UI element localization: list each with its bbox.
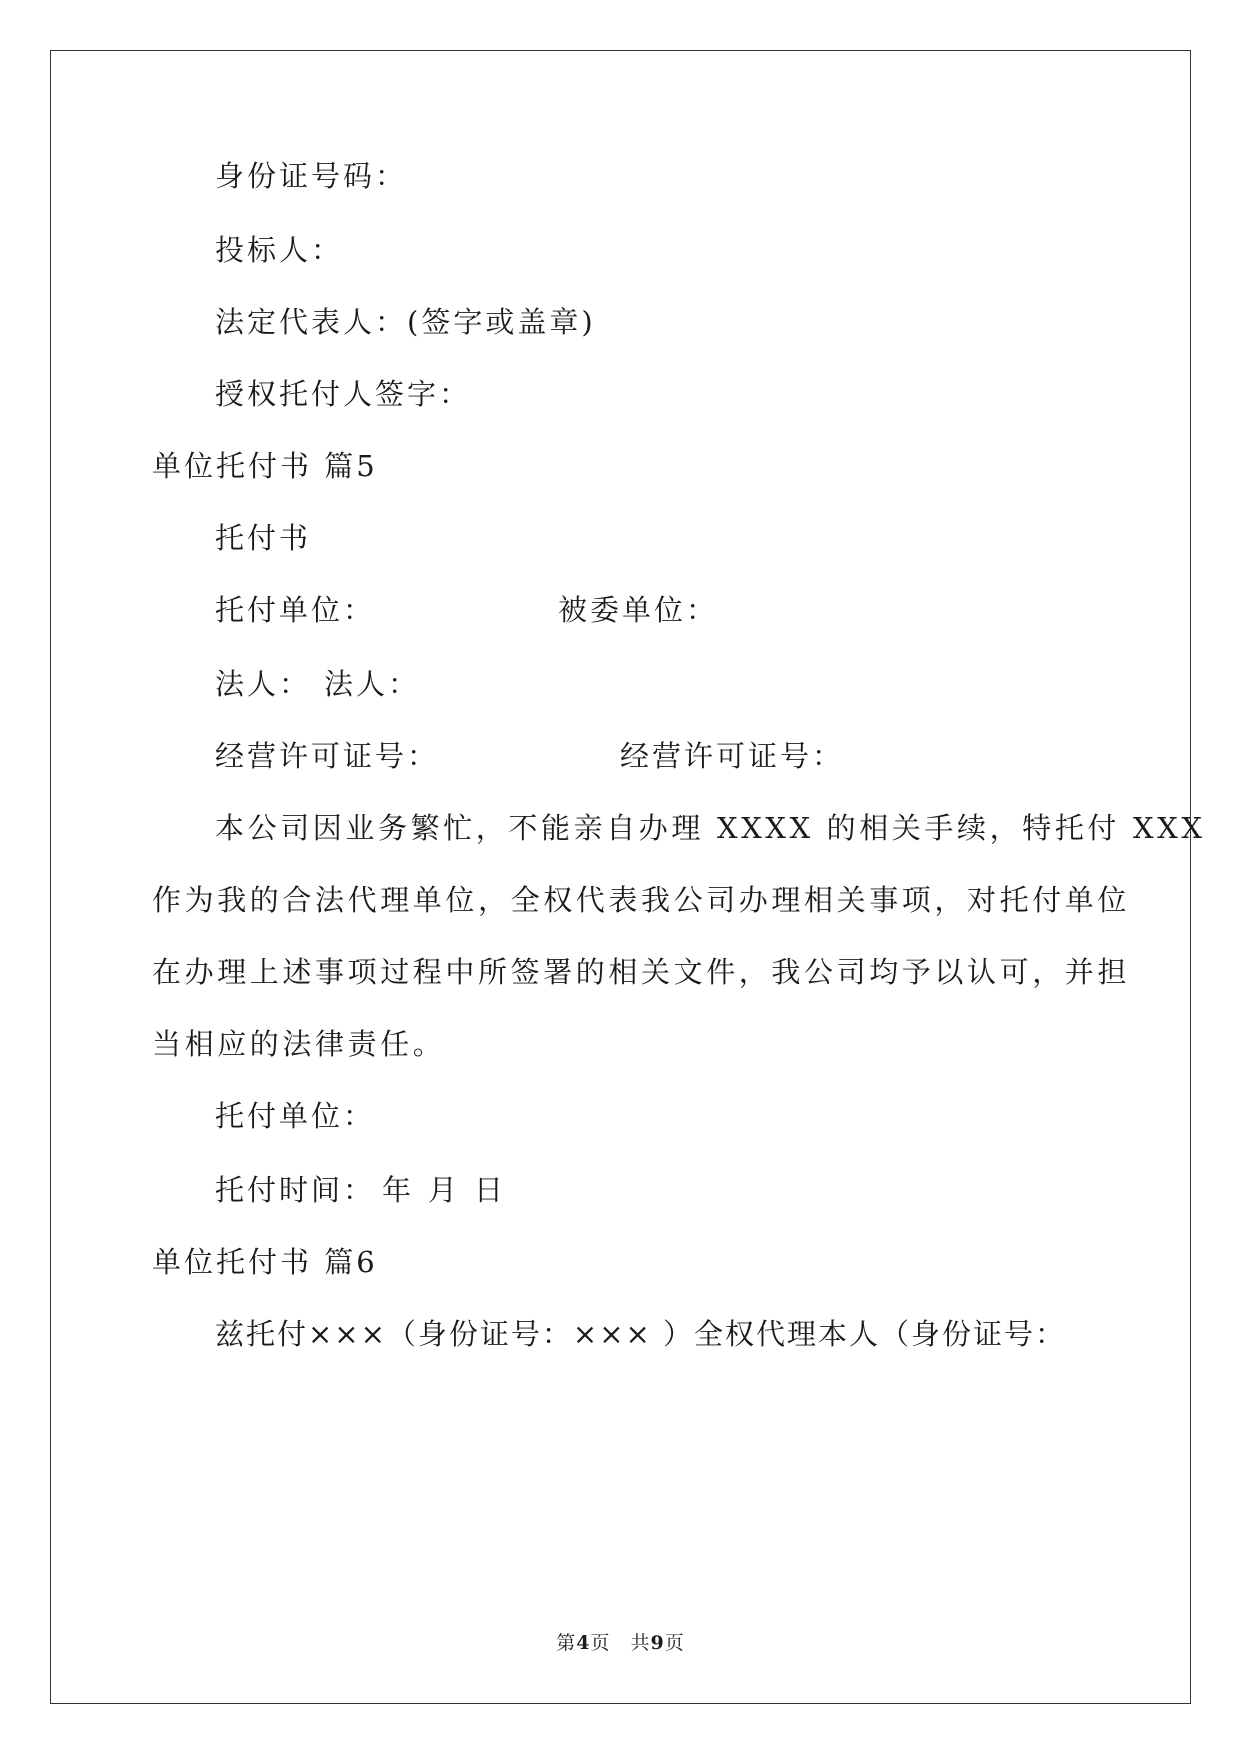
entrust-time-label: 托付时间： [215,1173,376,1207]
agent-sign-label: 授权托付人签字： [215,377,472,411]
paragraph-line-1: 本公司因业务繁忙，不能亲自办理 XXXX 的相关手续，特托付 XXX [215,811,1206,845]
section-heading-6: 单位托付书 篇6 [152,1245,378,1279]
letter-title: 托付书 [215,521,312,555]
entrust-unit-label-2: 托付单位： [215,1099,376,1133]
license-label-b: 经营许可证号： [620,739,845,773]
date-year: 年 [382,1173,415,1207]
paragraph-line-3: 在办理上述事项过程中所签署的相关文件，我公司均予以认可，并担 [152,955,1131,989]
page-frame [50,50,1206,1704]
footer-total-pages: 9 [650,1632,665,1654]
paragraph-last-line: 兹托付×××（身份证号：××× ）全权代理本人（身份证号： [215,1317,1067,1351]
id-number-label: 身份证号码： [215,159,408,193]
footer-page-number: 4 [576,1632,591,1654]
footer-prefix: 第 [556,1632,577,1654]
legal-person-label-a: 法人： [215,667,312,701]
paragraph-line-2: 作为我的合法代理单位，全权代表我公司办理相关事项，对托付单位 [152,883,1131,917]
license-label-a: 经营许可证号： [215,739,440,773]
legal-person-label-b: 法人： [324,667,421,701]
paragraph-line-4: 当相应的法律责任。 [152,1027,446,1061]
footer-mid: 页 共 [590,1632,651,1654]
date-month: 月 [428,1173,461,1207]
legal-rep-label: 法定代表人：(签字或盖章) [215,305,596,339]
entrust-unit-label: 托付单位： [215,593,376,627]
page-footer [0,1628,1241,1655]
entrusted-unit-label: 被委单位： [558,593,719,627]
bidder-label: 投标人： [215,233,344,267]
footer-suffix: 页 [664,1632,685,1654]
section-heading-5: 单位托付书 篇5 [152,449,378,483]
date-day: 日 [474,1173,507,1207]
